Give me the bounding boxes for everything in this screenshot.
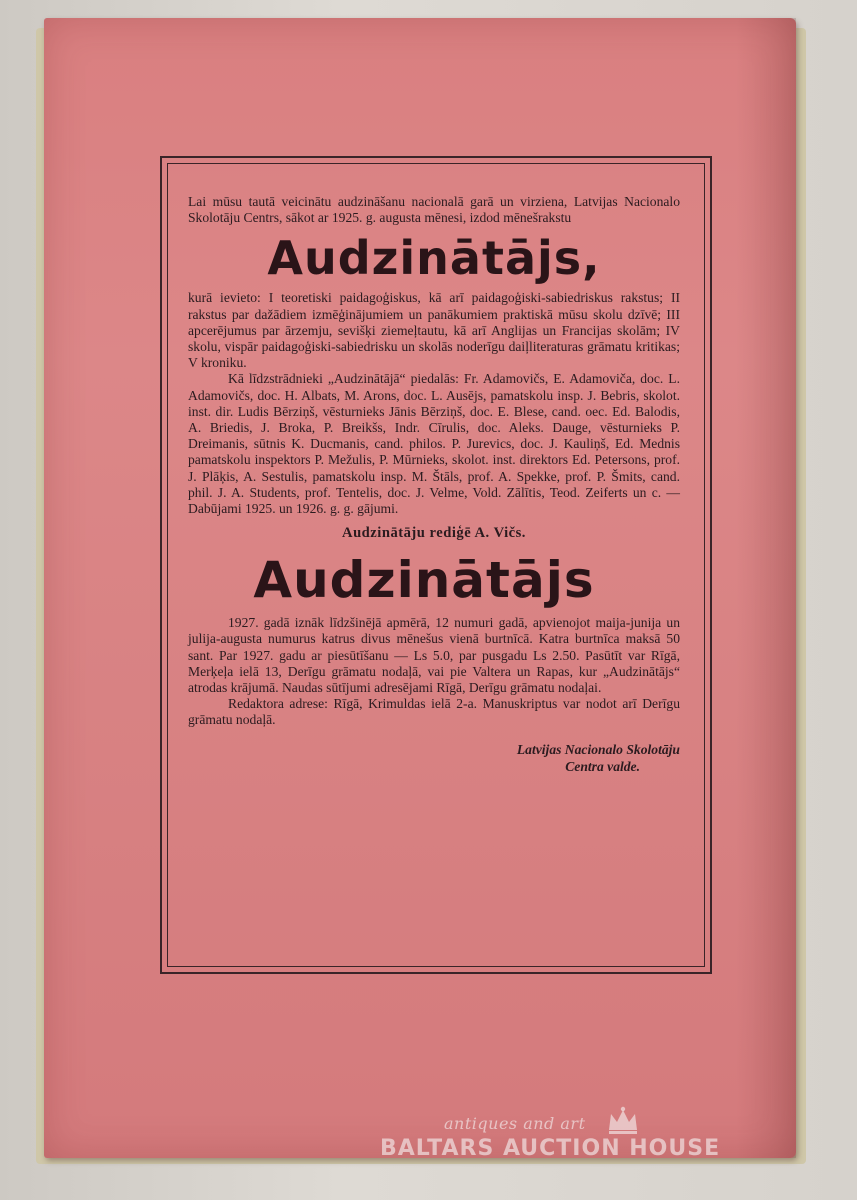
signature-line-2: Centra valde. (565, 758, 640, 774)
editor-line: Audzinātāju rediģē A. Vičs. (342, 525, 526, 542)
auction-house-watermark (380, 1112, 780, 1172)
cover-shading (736, 18, 796, 1158)
intro-paragraph: Lai mūsu tautā veicinātu audzināšanu nacionalā garā un virziena, Latvijas Nacionalo Skolotāju Centrs, sākot ar 1925. g. augusta mēnesi, izdod mēnešrakstu (188, 194, 680, 226)
editor-address-paragraph: Redaktora adrese: Rīgā, Krimuldas ielā 2-a. Manuskriptus var nodot arī Derīgu grāmatu nodaļā. (188, 696, 680, 728)
booklet-back-cover (44, 18, 796, 1158)
signature-line-1: Latvijas Nacionalo Skolotāju (516, 741, 680, 757)
advertisement-frame (160, 156, 712, 974)
contributors-paragraph: Kā līdzstrādnieki „Audzinātājā“ piedalās: Fr. Adamovičs, E. Adamoviča, doc. L. Adamovičs, doc. H. Albats, M. Arons, doc. L. Ausējs, pamatskolu insp. J. Bebris, skolot. inst. dir. Ludis Bērziņš, vēsturnieks Jānis Bērziņš, doc. E. Blese, cand. oec. Ed. Balodis, A. Briedis, J. Broka, P. Breikšs, Indr. Cīrulis, doc. Aleks. Dauge, vēsturnieks P. Dreimanis, sūtnis K. Ducmanis, cand. philos. P. Jurevics, doc. J. Kauliņš, Ed. Mednis pamatskolu inspektors P. Mežulis, P. Mūrnieks, skolot. inst. direktors Ed. Petersons, prof. J. Plāķis, A. Sestulis, pamatskolu insp. M. Štāls, prof. A. Spekke, prof. P. Šmits, cand. phil. J. A. Students, prof. Tentelis, doc. J. Velme, Vold. Zālītis, Teod. Zeiferts un c. — Dabūjami 1925. un 1926. g. g. gājumi. (188, 371, 680, 517)
signature (188, 741, 680, 775)
watermark-name: BALTARS AUCTION HOUSE (380, 1136, 721, 1161)
masthead-title-1: Audzinātājs, (267, 231, 601, 286)
watermark-tagline: antiques and art (444, 1114, 586, 1133)
subscription-paragraph: 1927. gadā iznāk līdzšinējā apmērā, 12 numuri gadā, apvienojot maija-junija un julija-augusta numurus katrus divus mēnešus vienā burtnīcā. Katra burtnīca maksā 50 sant. Par 1927. gadu ar piesūtīšanu — Ls 5.0, par pusgadu Ls 2.50. Pasūtīt var Rīgā, Merķeļa ielā 13, Derīgu grāmatu nodaļā, vai pie Valtera un Rapas, kur „Audzinātājs“ atrodas krājumā. Naudas sūtījumi adresējami Rīgā, Derīgu grāmatu nodaļai. (188, 615, 680, 696)
masthead-title-2: Audzinātājs (253, 551, 595, 610)
crown-icon (606, 1106, 640, 1136)
contents-paragraph: kurā ievieto: I teoretiski paidagoģiskus, kā arī paidagoģiski-sabiedriskus rakstus; II rakstus par dažādiem izmēģinājumiem un panākumiem praktiskā mūsu skolu dzīvē; III apcerējumus par ārzemju, sevišķi ziemeļtautu, kā arī Anglijas un Francijas skolām; IV skolu, vispār paidagoģiski-sabiedrisku un skolās noderīgu daiļliteraturas grāmatu kritikas; V kroniku. (188, 290, 680, 371)
advertisement-text (188, 194, 680, 775)
